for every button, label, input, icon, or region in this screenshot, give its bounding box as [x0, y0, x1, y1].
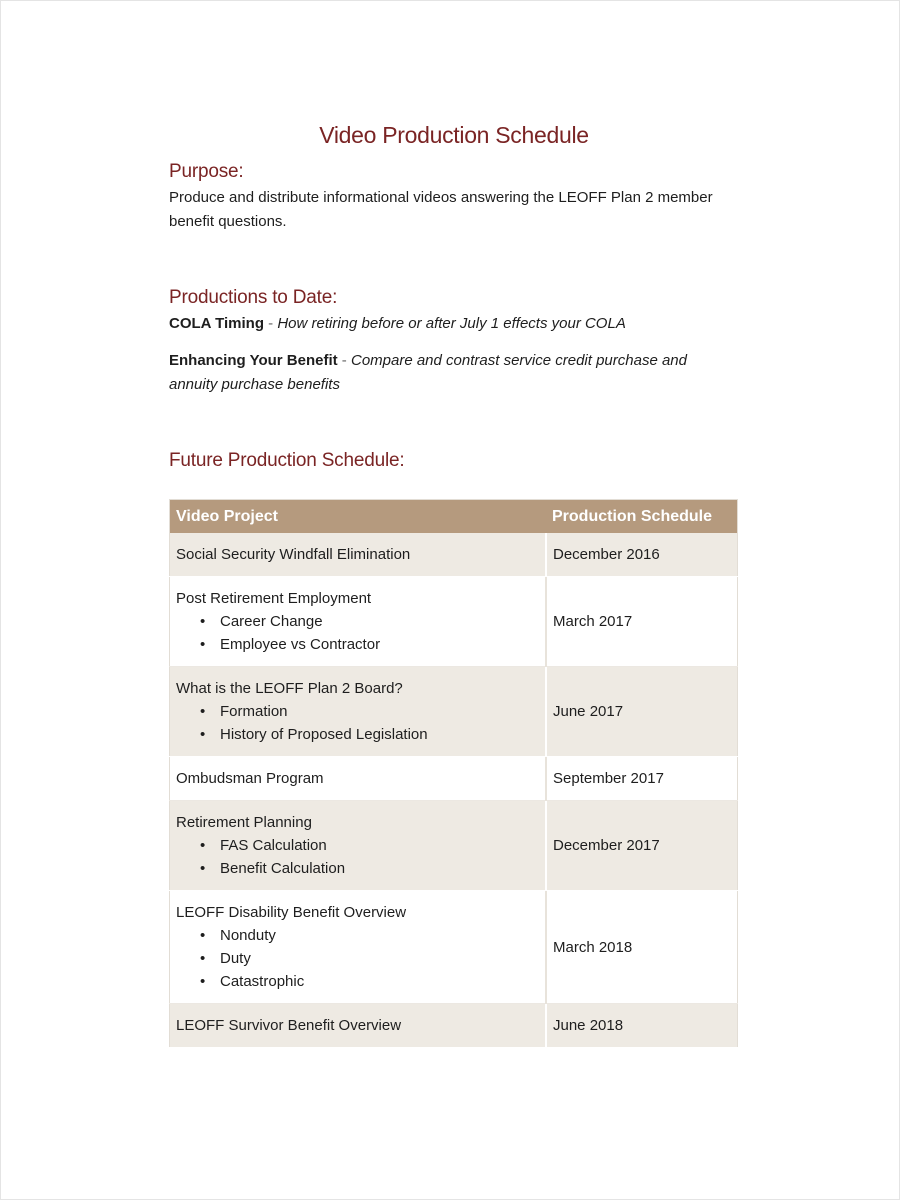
schedule-table	[169, 499, 738, 1048]
column-header-production-schedule: Production Schedule	[546, 500, 738, 534]
production-item	[169, 349, 699, 397]
project-cell	[170, 577, 547, 667]
schedule-cell: March 2018	[546, 891, 738, 1004]
project-cell	[170, 757, 547, 801]
project-title: LEOFF Disability Benefit Overview	[176, 904, 407, 921]
schedule-cell: June 2018	[546, 1004, 738, 1048]
production-item-title: COLA Timing	[169, 315, 264, 332]
production-item	[169, 312, 729, 336]
table-row	[170, 533, 738, 577]
project-cell	[170, 533, 547, 577]
document-title: Video Production Schedule	[319, 122, 589, 148]
list-item: • Nonduty	[220, 924, 539, 947]
list-item: • History of Proposed Legislation	[220, 723, 539, 746]
production-item-description: Compare and contrast service credit purchase and annuity purchase benefits	[169, 352, 687, 393]
table-row	[170, 891, 738, 1004]
table-row	[170, 667, 738, 757]
schedule-cell: September 2017	[546, 757, 738, 801]
purpose-text: Produce and distribute informational videos answering the LEOFF Plan 2 member benefit questions.	[169, 189, 713, 230]
column-header-video-project: Video Project	[170, 500, 547, 534]
project-cell	[170, 1004, 547, 1048]
production-item-separator: -	[337, 352, 351, 369]
future-schedule-heading: Future Production Schedule:	[169, 450, 405, 471]
table-row	[170, 577, 738, 667]
project-cell	[170, 891, 547, 1004]
list-item: • Career Change	[220, 610, 539, 633]
schedule-cell: December 2016	[546, 533, 738, 577]
list-item: • Duty	[220, 947, 539, 970]
list-item: • Formation	[220, 700, 539, 723]
list-item: • Catastrophic	[220, 970, 539, 993]
purpose-heading: Purpose:	[169, 161, 244, 182]
productions-heading: Productions to Date:	[169, 287, 338, 308]
project-subtopics	[176, 834, 539, 880]
production-item-separator: -	[264, 315, 278, 332]
production-item-title: Enhancing Your Benefit	[169, 352, 338, 369]
project-subtopics	[176, 924, 539, 993]
project-subtopics	[176, 610, 539, 656]
project-title: Retirement Planning	[176, 814, 312, 831]
table-header-row	[170, 500, 738, 534]
project-cell	[170, 801, 547, 891]
table-row	[170, 801, 738, 891]
list-item: • Employee vs Contractor	[220, 633, 539, 656]
project-title: LEOFF Survivor Benefit Overview	[176, 1017, 402, 1034]
schedule-cell: March 2017	[546, 577, 738, 667]
project-cell	[170, 667, 547, 757]
production-item-description: How retiring before or after July 1 effects your COLA	[277, 315, 626, 332]
schedule-cell: June 2017	[546, 667, 738, 757]
project-title: Post Retirement Employment	[176, 590, 372, 607]
project-title: Social Security Windfall Elimination	[176, 546, 411, 563]
project-title: Ombudsman Program	[176, 770, 324, 787]
table-row	[170, 1004, 738, 1048]
schedule-cell: December 2017	[546, 801, 738, 891]
project-title: What is the LEOFF Plan 2 Board?	[176, 680, 403, 697]
list-item: • FAS Calculation	[220, 834, 539, 857]
table-row	[170, 757, 738, 801]
list-item: • Benefit Calculation	[220, 857, 539, 880]
project-subtopics	[176, 700, 539, 746]
